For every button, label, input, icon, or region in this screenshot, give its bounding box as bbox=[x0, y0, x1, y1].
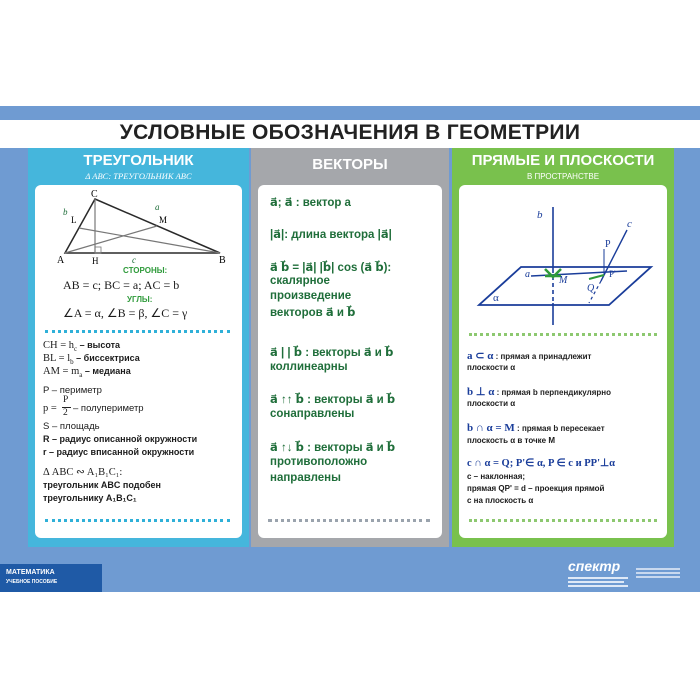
perimeter-def: P – периметр bbox=[43, 385, 102, 396]
vertex-a-label: A bbox=[57, 255, 65, 265]
codirectional-vectors: a⃗ ↑↑ b⃗ : векторы a⃗ и b⃗ bbox=[270, 394, 396, 406]
semiperimeter-num: P bbox=[63, 395, 69, 405]
bisector-def: BL = $l_b$ – биссектриса bbox=[43, 353, 140, 367]
similarity-formula: Δ ABC ∾ A₁B₁C₁: bbox=[43, 467, 123, 478]
line-a-label: a bbox=[525, 269, 530, 280]
title-bar bbox=[0, 120, 700, 148]
line-c-label: c bbox=[627, 218, 632, 230]
triangle-card bbox=[35, 185, 242, 538]
page-title: УСЛОВНЫЕ ОБОЗНАЧЕНИЯ В ГЕОМЕТРИИ bbox=[119, 121, 581, 144]
scalar-product-text-1: скалярное bbox=[270, 275, 330, 287]
fine-print-line bbox=[568, 585, 628, 587]
circumradius-def: R – радиус описанной окружности bbox=[43, 434, 198, 444]
intersect-text: плоскость α в точке M bbox=[467, 436, 555, 445]
series-badge bbox=[0, 564, 102, 592]
similarity-text-2: треугольнику A₁B₁C₁ bbox=[43, 493, 137, 503]
triangle-subheading: Δ ABC: ТРЕУГОЛЬНИК ABC bbox=[85, 171, 192, 181]
triangle-column bbox=[28, 148, 249, 547]
vectors-card bbox=[258, 185, 442, 538]
oblique-text-3: c на плоскость α bbox=[467, 496, 534, 505]
triangle-heading: ТРЕУГОЛЬНИК bbox=[83, 152, 194, 169]
scalar-product-text-2: произведение bbox=[270, 290, 352, 302]
vertex-b-label: B bbox=[219, 255, 226, 265]
semiperimeter-den: 2 bbox=[63, 408, 68, 418]
poster bbox=[0, 106, 700, 592]
intersect-formula: b ∩ α = M : прямая b пересекает bbox=[467, 422, 605, 434]
belongs-formula: a ⊂ α : прямая a принадлежит bbox=[467, 350, 592, 362]
divider bbox=[45, 519, 230, 522]
point-p-label: P bbox=[605, 239, 611, 250]
series-subtitle: УЧЕБНОЕ ПОСОБИЕ bbox=[6, 579, 58, 585]
lines-planes-column bbox=[452, 148, 674, 547]
belongs-text: плоскости α bbox=[467, 363, 516, 372]
publisher-logo-text: спектр bbox=[568, 558, 621, 574]
scalar-product-text-3: векторов a⃗ и b⃗ bbox=[270, 307, 356, 319]
opposite-text-1: противоположно bbox=[270, 456, 368, 468]
inradius-def: r – радиус вписанной окружности bbox=[43, 447, 195, 457]
sides-label: СТОРОНЫ: bbox=[123, 266, 168, 275]
area-def: S – площадь bbox=[43, 421, 100, 432]
side-c-label: c bbox=[132, 255, 136, 265]
scalar-product: a⃗ b⃗ = |a⃗| |b⃗| cos (a⃗ b⃗): bbox=[270, 262, 392, 274]
codirectional-text: сонаправлены bbox=[270, 408, 355, 420]
fine-print-block bbox=[636, 568, 680, 578]
plane-figure bbox=[459, 185, 667, 335]
opposite-text-2: направлены bbox=[270, 472, 341, 484]
point-m-label: M bbox=[559, 275, 568, 286]
height-def: CH = $h_c$ – высота bbox=[43, 340, 121, 354]
perpendicular-formula: b ⊥ α : прямая b перпендикулярно bbox=[467, 386, 611, 398]
vector-length: |a⃗|: длина вектора |a⃗| bbox=[270, 229, 392, 241]
similarity-text-1: треугольник ABC подобен bbox=[43, 480, 161, 490]
semiperimeter-text: – полупериметр bbox=[73, 403, 144, 414]
point-h-label: H bbox=[92, 256, 99, 265]
divider bbox=[45, 330, 230, 333]
plane-alpha-label: α bbox=[493, 292, 499, 304]
lines-planes-heading: ПРЯМЫЕ И ПЛОСКОСТИ bbox=[471, 152, 655, 169]
sides-formula: AB = c; BC = a; AC = b bbox=[63, 278, 180, 292]
point-p-prime-label: P' bbox=[609, 269, 616, 279]
fine-print-line bbox=[568, 577, 628, 579]
fine-print-line bbox=[568, 581, 624, 583]
lines-planes-card bbox=[459, 185, 667, 538]
triangle-figure bbox=[35, 185, 242, 265]
angles-label: УГЛЫ: bbox=[127, 295, 153, 304]
perpendicular-text: плоскости α bbox=[467, 399, 516, 408]
side-a-label: a bbox=[155, 202, 160, 212]
side-b-label: b bbox=[63, 207, 68, 217]
median-def: AM = $m_a$ – медиана bbox=[43, 366, 131, 380]
oblique-formula: c ∩ α = Q; P'∈ α, P ∈ c и PP'⊥α bbox=[467, 458, 615, 469]
series-title: МАТЕМАТИКА bbox=[6, 569, 55, 576]
point-q-label: Q bbox=[587, 283, 595, 294]
oblique-text-2: прямая QP' = d – проекция прямой bbox=[467, 484, 605, 493]
divider bbox=[268, 519, 430, 522]
semiperimeter-lhs: p = bbox=[43, 403, 57, 414]
collinear-text: коллинеарны bbox=[270, 361, 348, 373]
oblique-text-1: c – наклонная; bbox=[467, 472, 526, 481]
line-b-label: b bbox=[537, 209, 543, 221]
point-m-label: M bbox=[159, 215, 168, 225]
collinear-vectors: a⃗ | | b⃗ : векторы a⃗ и b⃗ bbox=[270, 347, 394, 359]
vector-notation: a⃗; a⃗ : вектор a bbox=[270, 197, 351, 209]
vectors-heading: ВЕКТОРЫ bbox=[312, 156, 388, 173]
point-l-label: L bbox=[71, 215, 77, 225]
lines-planes-subheading: В ПРОСТРАНСТВЕ bbox=[526, 172, 600, 181]
divider bbox=[469, 333, 657, 336]
opposite-vectors: a⃗ ↑↓ b⃗ : векторы a⃗ и b⃗ bbox=[270, 442, 396, 454]
angles-formula: ∠A = α, ∠B = β, ∠C = γ bbox=[63, 306, 188, 320]
divider bbox=[469, 519, 657, 522]
publisher-logo bbox=[568, 558, 632, 588]
vertex-c-label: C bbox=[91, 189, 98, 200]
vectors-column bbox=[251, 148, 449, 547]
